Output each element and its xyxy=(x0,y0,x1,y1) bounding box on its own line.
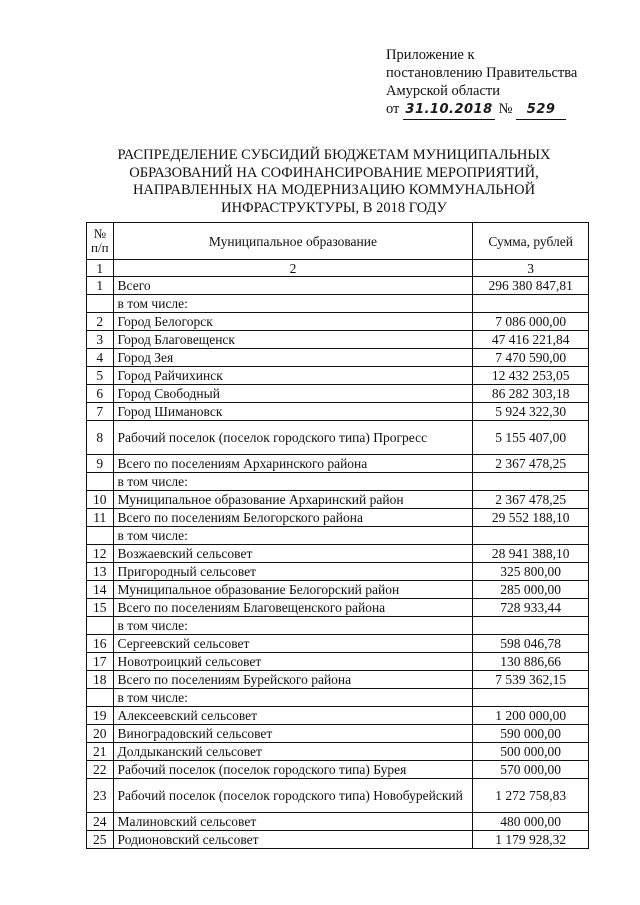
row-sum: 1 179 928,32 xyxy=(473,831,589,849)
row-municipality: Возжаевский сельсовет xyxy=(113,545,473,563)
row-sum: 2 367 478,25 xyxy=(473,455,589,473)
table-row xyxy=(87,545,589,563)
row-municipality: Всего по поселениям Благовещенского района xyxy=(113,599,473,617)
header-number-line-1: № xyxy=(93,226,106,241)
row-number: 24 xyxy=(87,813,114,831)
header-municipality: Муниципальное образование xyxy=(113,223,473,260)
row-number xyxy=(87,473,114,491)
row-municipality: Родионовский сельсовет xyxy=(113,831,473,849)
table-row xyxy=(87,455,589,473)
row-municipality: Город Зея xyxy=(113,349,473,367)
row-sum: 285 000,00 xyxy=(473,581,589,599)
row-municipality: Всего по поселениям Бурейского района xyxy=(113,671,473,689)
row-municipality: в том числе: xyxy=(113,527,473,545)
row-number xyxy=(87,617,114,635)
row-number: 23 xyxy=(87,779,114,813)
row-number: 8 xyxy=(87,421,114,455)
row-sum xyxy=(473,617,589,635)
handwritten-date: 31.10.2018 xyxy=(403,101,495,120)
row-municipality: в том числе: xyxy=(113,617,473,635)
table-row xyxy=(87,403,589,421)
title-line-1: РАСПРЕДЕЛЕНИЕ СУБСИДИЙ БЮДЖЕТАМ МУНИЦИПАЛЬНЫХ xyxy=(117,147,551,163)
row-number xyxy=(87,527,114,545)
row-sum: 2 367 478,25 xyxy=(473,491,589,509)
row-sum: 7 086 000,00 xyxy=(473,313,589,331)
table-row xyxy=(87,707,589,725)
row-number: 20 xyxy=(87,725,114,743)
number-sign: № xyxy=(498,101,513,117)
row-number xyxy=(87,689,114,707)
row-number: 3 xyxy=(87,331,114,349)
table-row xyxy=(87,473,589,491)
row-sum: 1 200 000,00 xyxy=(473,707,589,725)
row-sum xyxy=(473,295,589,313)
row-number: 21 xyxy=(87,743,114,761)
row-number: 6 xyxy=(87,385,114,403)
row-sum: 598 046,78 xyxy=(473,635,589,653)
table-row xyxy=(87,331,589,349)
row-sum xyxy=(473,689,589,707)
table-row xyxy=(87,509,589,527)
table-row xyxy=(87,635,589,653)
row-sum: 28 941 388,10 xyxy=(473,545,589,563)
table-row xyxy=(87,831,589,849)
row-municipality: Пригородный сельсовет xyxy=(113,563,473,581)
table-row xyxy=(87,725,589,743)
row-sum: 296 380 847,81 xyxy=(473,277,589,295)
row-number: 18 xyxy=(87,671,114,689)
row-sum: 7 470 590,00 xyxy=(473,349,589,367)
row-number xyxy=(87,295,114,313)
subsidy-table xyxy=(86,222,589,849)
row-number: 19 xyxy=(87,707,114,725)
row-municipality: Рабочий поселок (поселок городского типа) Прогресс xyxy=(113,421,473,455)
from-label: от xyxy=(386,101,400,117)
table-row xyxy=(87,743,589,761)
document-title xyxy=(96,147,572,217)
table-row xyxy=(87,421,589,455)
row-municipality: Город Шимановск xyxy=(113,403,473,421)
row-number: 4 xyxy=(87,349,114,367)
table-row xyxy=(87,653,589,671)
header-number xyxy=(87,223,114,260)
column-index-3: 3 xyxy=(473,260,589,277)
table-row xyxy=(87,277,589,295)
title-line-2: ОБРАЗОВАНИЙ НА СОФИНАНСИРОВАНИЕ МЕРОПРИЯТИЙ, xyxy=(129,164,539,181)
row-municipality: в том числе: xyxy=(113,689,473,707)
table-row xyxy=(87,295,589,313)
row-sum: 570 000,00 xyxy=(473,761,589,779)
table-row xyxy=(87,581,589,599)
row-sum: 325 800,00 xyxy=(473,563,589,581)
table-row xyxy=(87,385,589,403)
row-municipality: Всего по поселениям Архаринского района xyxy=(113,455,473,473)
handwritten-number: 529 xyxy=(516,101,566,120)
appendix-date-line xyxy=(386,100,616,120)
row-number: 13 xyxy=(87,563,114,581)
row-municipality: Город Свободный xyxy=(113,385,473,403)
row-sum: 1 272 758,83 xyxy=(473,779,589,813)
row-sum xyxy=(473,527,589,545)
table-body xyxy=(87,277,589,849)
table-row xyxy=(87,671,589,689)
row-municipality: в том числе: xyxy=(113,295,473,313)
row-sum: 500 000,00 xyxy=(473,743,589,761)
row-municipality: Малиновский сельсовет xyxy=(113,813,473,831)
row-number: 10 xyxy=(87,491,114,509)
row-municipality: Город Белогорск xyxy=(113,313,473,331)
row-municipality: Рабочий поселок (поселок городского типа) Бурея xyxy=(113,761,473,779)
row-number: 25 xyxy=(87,831,114,849)
row-sum: 130 886,66 xyxy=(473,653,589,671)
table-row xyxy=(87,349,589,367)
row-municipality: Город Благовещенск xyxy=(113,331,473,349)
row-number: 16 xyxy=(87,635,114,653)
row-sum xyxy=(473,473,589,491)
row-municipality: Город Райчихинск xyxy=(113,367,473,385)
row-municipality: Долдыканский сельсовет xyxy=(113,743,473,761)
row-number: 14 xyxy=(87,581,114,599)
row-municipality: Алексеевский сельсовет xyxy=(113,707,473,725)
row-municipality: Рабочий поселок (поселок городского типа) Новобурейский xyxy=(113,779,473,813)
table-row xyxy=(87,313,589,331)
row-municipality: Всего по поселениям Белогорского района xyxy=(113,509,473,527)
row-sum: 47 416 221,84 xyxy=(473,331,589,349)
row-number: 12 xyxy=(87,545,114,563)
row-sum: 590 000,00 xyxy=(473,725,589,743)
row-municipality: Муниципальное образование Белогорский район xyxy=(113,581,473,599)
row-municipality: Муниципальное образование Архаринский район xyxy=(113,491,473,509)
row-municipality: в том числе: xyxy=(113,473,473,491)
table-row xyxy=(87,367,589,385)
column-index-row xyxy=(87,260,589,277)
row-sum: 728 933,44 xyxy=(473,599,589,617)
row-number: 22 xyxy=(87,761,114,779)
row-sum: 5 155 407,00 xyxy=(473,421,589,455)
row-sum: 5 924 322,30 xyxy=(473,403,589,421)
column-index-2: 2 xyxy=(113,260,473,277)
row-number: 15 xyxy=(87,599,114,617)
table-row xyxy=(87,563,589,581)
title-line-4: ИНФРАСТРУКТУРЫ, В 2018 ГОДУ xyxy=(221,199,447,216)
header-sum: Сумма, рублей xyxy=(473,223,589,260)
table-row xyxy=(87,491,589,509)
row-municipality: Виноградовский сельсовет xyxy=(113,725,473,743)
column-index-1: 1 xyxy=(87,260,114,277)
row-number: 7 xyxy=(87,403,114,421)
table-row xyxy=(87,599,589,617)
row-number: 1 xyxy=(87,277,114,295)
row-number: 2 xyxy=(87,313,114,331)
appendix-line-2: постановлению Правительства xyxy=(386,65,578,81)
appendix-line-1: Приложение к xyxy=(386,47,475,63)
row-sum: 480 000,00 xyxy=(473,813,589,831)
row-sum: 86 282 303,18 xyxy=(473,385,589,403)
table-header-row xyxy=(87,223,589,260)
table-row xyxy=(87,689,589,707)
table-row xyxy=(87,779,589,813)
table-row xyxy=(87,527,589,545)
row-number: 11 xyxy=(87,509,114,527)
table-row xyxy=(87,761,589,779)
row-number: 9 xyxy=(87,455,114,473)
appendix-block xyxy=(386,46,616,120)
row-number: 5 xyxy=(87,367,114,385)
row-number: 17 xyxy=(87,653,114,671)
title-line-3: НАПРАВЛЕННЫХ НА МОДЕРНИЗАЦИЮ КОММУНАЛЬНОЙ xyxy=(132,182,536,198)
row-municipality: Новотроицкий сельсовет xyxy=(113,653,473,671)
header-number-line-2: п/п xyxy=(91,240,109,255)
row-sum: 29 552 188,10 xyxy=(473,509,589,527)
row-sum: 12 432 253,05 xyxy=(473,367,589,385)
table-row xyxy=(87,617,589,635)
row-sum: 7 539 362,15 xyxy=(473,671,589,689)
appendix-line-3: Амурской области xyxy=(386,83,500,99)
table-row xyxy=(87,813,589,831)
row-municipality: Всего xyxy=(113,277,473,295)
row-municipality: Сергеевский сельсовет xyxy=(113,635,473,653)
